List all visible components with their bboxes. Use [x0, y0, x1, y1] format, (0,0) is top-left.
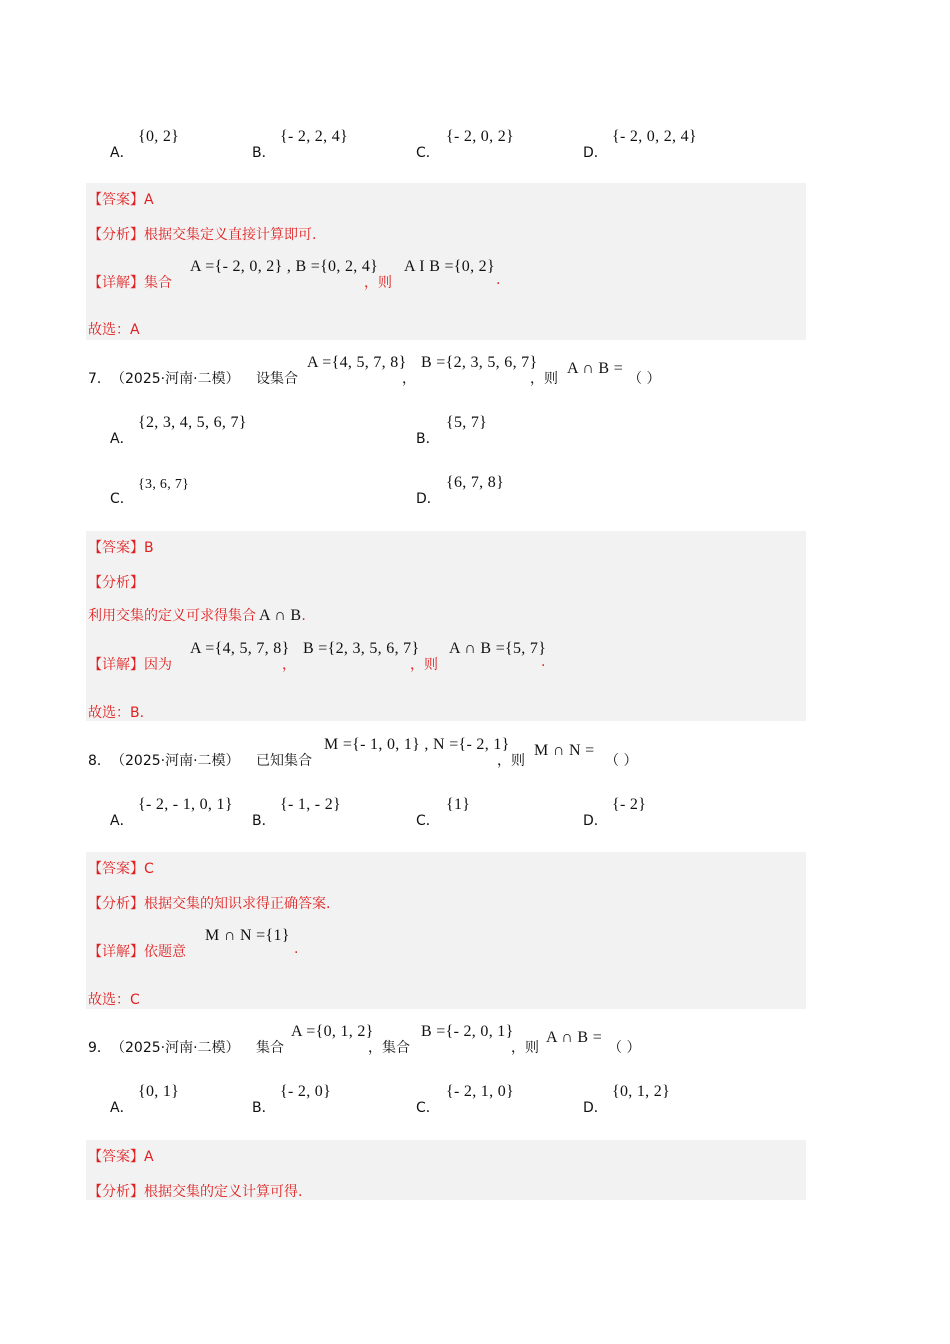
q9-analysis [88, 1181, 302, 1201]
q8-option-a-label: A． [110, 813, 134, 829]
q6-choose: 故选：A [88, 322, 140, 338]
q7-option-d-value: {6, 7, 8} [446, 474, 505, 491]
q8-analysis [88, 893, 330, 913]
q7-detail-mid: ，则 [410, 657, 438, 673]
answer-value: B [144, 540, 154, 556]
q9-number: 9． [88, 1040, 111, 1056]
analysis-tag: 【分析】 [88, 1184, 144, 1200]
analysis-text: 根据交集的定义计算可得. [144, 1184, 303, 1200]
q7-number: 7． [88, 371, 111, 387]
q7-detail [88, 654, 172, 674]
q9-set-b: B ={- 2, 0, 1} [421, 1023, 514, 1040]
q7-detail-equation-3: A ∩ B ={5, 7} [449, 640, 547, 657]
q7-answer [88, 537, 154, 557]
q8-source: （2025·河南·二模） [111, 753, 240, 769]
q7-option-c-label: C． [110, 491, 134, 507]
q9-option-c-value: {- 2, 1, 0} [446, 1083, 514, 1100]
q8-option-c-label: C． [416, 813, 440, 829]
detail-prefix: 因为 [144, 657, 172, 673]
q7-analysis-line [88, 605, 306, 625]
analysis-tag: 【分析】 [88, 896, 144, 912]
detail-tag: 【详解】 [88, 944, 144, 960]
q7-solution-panel [86, 531, 806, 721]
q6-option-d-label: D． [583, 145, 608, 161]
answer-value: A [144, 192, 154, 208]
q9-then: ，则 [511, 1040, 539, 1056]
q7-detail-sep: ， [282, 657, 296, 673]
q7-set-b: B ={2, 3, 5, 6, 7} [421, 354, 538, 371]
q8-solution-panel [86, 852, 806, 1009]
q9-stem: 集合 [256, 1040, 284, 1056]
q8-choose: 故选：C [88, 992, 140, 1008]
q6-option-c-label: C． [416, 145, 440, 161]
detail-prefix: 依题意 [144, 944, 186, 960]
q7-detail-equation-1: A ={4, 5, 7, 8} [190, 640, 290, 657]
q8-answer [88, 858, 154, 878]
q8-option-c-value: {1} [446, 796, 471, 813]
q8-then: ，则 [497, 753, 525, 769]
q9-option-c-label: C． [416, 1100, 440, 1116]
analysis-text: 利用交集的定义可求得集合 [88, 608, 256, 624]
q9-answer [88, 1146, 154, 1166]
q6-option-a-label: A． [110, 145, 134, 161]
q9-option-b-value: {- 2, 0} [280, 1083, 332, 1100]
q6-detail-equation-2: A I B ={0, 2} [404, 258, 495, 275]
q8-ask: M ∩ N = [534, 742, 595, 759]
q7-detail-equation-2: B ={2, 3, 5, 6, 7} [303, 640, 420, 657]
q7-option-c-value: {3, 6, 7} [138, 477, 190, 492]
detail-tag: 【详解】 [88, 275, 144, 291]
q9-ask: A ∩ B = [546, 1029, 603, 1046]
q9-option-b-label: B． [252, 1100, 276, 1116]
q8-option-b-label: B． [252, 813, 276, 829]
q7-separator: ， [402, 371, 416, 387]
q8-option-a-value: {- 2, - 1, 0, 1} [138, 796, 233, 813]
q6-option-d-value: {- 2, 0, 2, 4} [612, 128, 697, 145]
answer-value: A [144, 1149, 154, 1165]
detail-tag: 【详解】 [88, 657, 144, 673]
analysis-text: 根据交集的知识求得正确答案. [144, 896, 331, 912]
q9-paren: （ ） [608, 1040, 641, 1056]
q6-detail [88, 272, 172, 292]
q8-detail [88, 941, 186, 961]
q7-detail-end: . [541, 654, 546, 670]
q7-choose: 故选：B. [88, 705, 145, 721]
q9-set-a: A ={0, 1, 2} [291, 1023, 374, 1040]
q9-option-d-label: D． [583, 1100, 608, 1116]
q6-option-b-value: {- 2, 2, 4} [280, 128, 348, 145]
q7-stem: 设集合 [256, 371, 298, 387]
detail-prefix: 集合 [144, 275, 172, 291]
q8-number: 8． [88, 753, 111, 769]
analysis-text: 根据交集定义直接计算即可. [144, 227, 317, 243]
q6-option-b-label: B． [252, 145, 276, 161]
analysis-tag: 【分析】 [88, 227, 144, 243]
q8-option-d-value: {- 2} [612, 796, 647, 813]
q9-option-a-label: A． [110, 1100, 134, 1116]
q8-sets: M ={- 1, 0, 1} , N ={- 2, 1} [324, 736, 510, 753]
q7-option-b-value: {5, 7} [446, 414, 488, 431]
q8-option-b-value: {- 1, - 2} [280, 796, 342, 813]
q8-detail-equation: M ∩ N ={1} [205, 927, 290, 944]
q6-detail-mid: ，则 [364, 275, 392, 291]
q6-analysis [88, 224, 316, 244]
q6-detail-end: . [496, 272, 501, 288]
q8-option-d-label: D． [583, 813, 608, 829]
answer-tag: 【答案】 [88, 1149, 144, 1165]
q7-option-d-label: D． [416, 491, 441, 507]
analysis-math: A ∩ B [259, 607, 302, 624]
answer-tag: 【答案】 [88, 861, 144, 877]
q6-option-c-value: {- 2, 0, 2} [446, 128, 514, 145]
q6-detail-equation-1: A ={- 2, 0, 2} , B ={0, 2, 4} [190, 258, 379, 275]
q9-option-d-value: {0, 1, 2} [612, 1083, 671, 1100]
q7-set-a: A ={4, 5, 7, 8} [307, 354, 407, 371]
q7-option-a-value: {2, 3, 4, 5, 6, 7} [138, 414, 247, 431]
q7-then: ，则 [530, 371, 558, 387]
q7-option-b-label: B． [416, 431, 440, 447]
answer-tag: 【答案】 [88, 540, 144, 556]
q7-analysis-tag: 【分析】 [88, 575, 144, 591]
q8-detail-end: . [294, 941, 299, 957]
q9-mid: ，集合 [368, 1040, 410, 1056]
q9-source: （2025·河南·二模） [111, 1040, 240, 1056]
analysis-end: . [301, 608, 306, 624]
q7-source: （2025·河南·二模） [111, 371, 240, 387]
q7-option-a-label: A． [110, 431, 134, 447]
q6-answer [88, 189, 154, 209]
q9-option-a-value: {0, 1} [138, 1083, 180, 1100]
q8-paren: （ ） [605, 753, 638, 769]
q7-paren: （ ） [628, 371, 661, 387]
answer-tag: 【答案】 [88, 192, 144, 208]
q8-stem: 已知集合 [256, 753, 312, 769]
q6-option-a-value: {0, 2} [138, 128, 180, 145]
q7-ask: A ∩ B = [567, 360, 624, 377]
answer-value: C [144, 861, 154, 877]
